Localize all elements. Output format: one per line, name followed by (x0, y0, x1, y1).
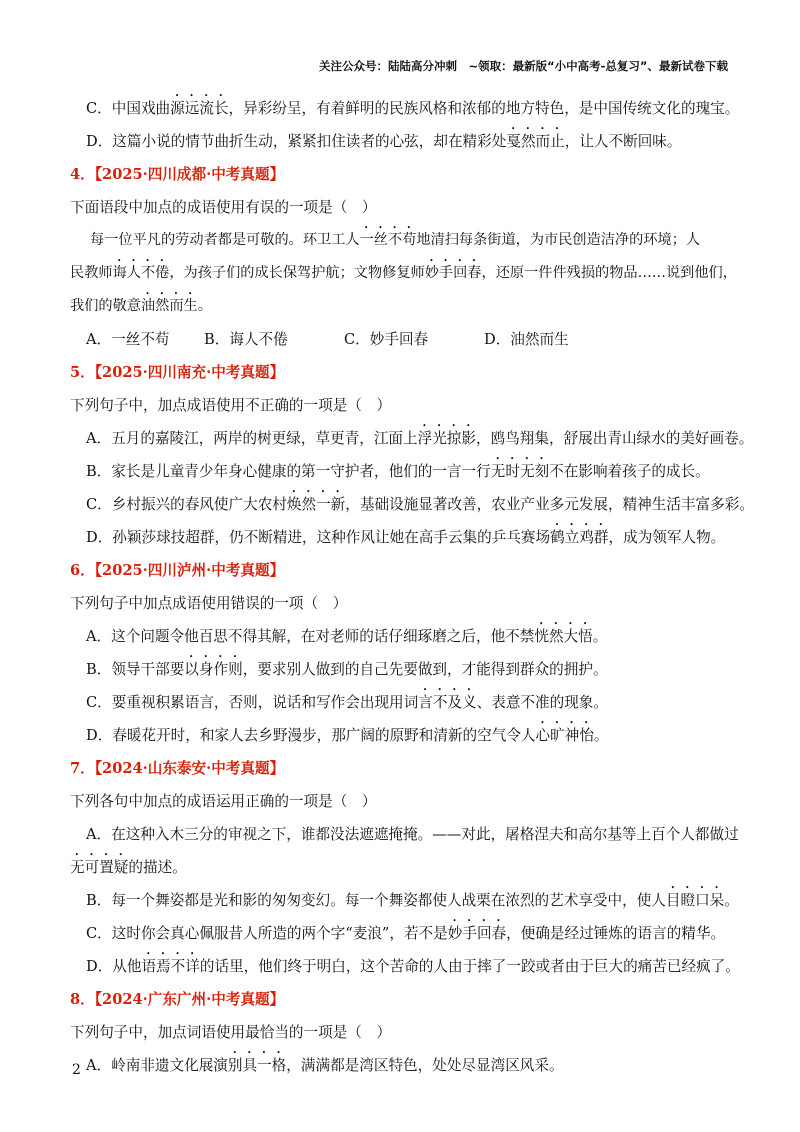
q5-option-c: C．乡村振兴的春风使广大农村焕然一新，基础设施显著改善，农业产业多元发展，精神生活丰富多彩。 (86, 496, 754, 513)
question-7-heading: 7．【2024·山东泰安·中考真题】 (70, 760, 285, 777)
q7-option-b: B．每一个舞姿都是光和影的匆匆变幻。每一个舞姿都使人战栗在浓烈的艺术享受中，使人目瞪口呆。 (86, 892, 739, 909)
question-6-heading: 6．【2025·四川泸州·中考真题】 (70, 562, 285, 579)
q3-option-d: D．这篇小说的情节曲折生动，紧紧扣住读者的心弦，却在精彩处戛然而止，让人不断回味。 (86, 133, 682, 150)
question-5-stem: 下列句子中，加点成语使用不正确的一项是（ ） (70, 397, 392, 414)
q7-option-a-line-2: 无可置疑的描述。 (70, 859, 187, 876)
option-a: A．一丝不苟 (86, 331, 170, 348)
question-4-passage-line-1: 每一位平凡的劳动者都是可敬的。环卫工人一丝不苟地清扫每条街道，为市民创造洁净的环境；人 (90, 232, 701, 248)
question-4-stem: 下面语段中加点的成语使用有误的一项是（ ） (70, 199, 377, 216)
option-d: D．油然而生 (484, 331, 569, 348)
page-number: 2 (72, 1062, 81, 1078)
q3-option-c: C．中国戏曲源远流长，异彩纷呈，有着鲜明的民族风格和浓郁的地方特色，是中国传统文化的瑰宝。 (86, 100, 740, 117)
q6-option-c: C．要重视积累语言，否则，说话和写作会出现用词言不及义、表意不准的现象。 (86, 694, 608, 711)
question-5-heading: 5．【2025·四川南充·中考真题】 (70, 364, 285, 381)
question-8-stem: 下列句子中，加点词语使用最恰当的一项是（ ） (70, 1024, 392, 1041)
question-4-passage-line-2: 民教师诲人不倦，为孩子们的成长保驾护航；文物修复师妙手回春，还原一件件残损的物品……说到他们， (70, 265, 737, 281)
option-c: C．妙手回春 (344, 331, 429, 348)
q5-option-b: B．家长是儿童青少年身心健康的第一守护者，他们的一言一行无时无刻不在影响着孩子的成长。 (86, 463, 710, 480)
option-b: B．诲人不倦 (204, 331, 288, 348)
q7-option-c: C．这时你会真心佩服昔人所造的两个字“麦浪”，若不是妙手回春，便确是经过锤炼的语言的精华。 (86, 925, 726, 942)
q5-option-d: D．孙颖莎球技超群，仍不断精进，这种作风让她在高手云集的乒乓赛场鹤立鸡群，成为领军人物。 (86, 529, 726, 546)
q6-option-d: D．春暖花开时，和家人去乡野漫步，那广阔的原野和清新的空气令人心旷神怡。 (86, 727, 609, 744)
q6-option-b: B．领导干部要以身作则，要求别人做到的自己先要做到，才能得到群众的拥护。 (86, 661, 608, 678)
question-4-heading: 4．【2025·四川成都·中考真题】 (70, 166, 285, 183)
q6-option-a: A．这个问题令他百思不得其解，在对老师的话仔细琢磨之后，他不禁恍然大悟。 (86, 628, 608, 645)
question-4-options (70, 323, 736, 356)
q5-option-a: A．五月的嘉陵江，两岸的树更绿，草更青，江面上浮光掠影，鸥鸟翔集，舒展出青山绿水的美好画卷。 (86, 430, 754, 447)
q7-option-a-line-1: A．在这种入木三分的审视之下，谁都没法遮遮掩掩。——对此，屠格涅夫和高尔基等上百个人都做过 (86, 826, 739, 843)
question-8-heading: 8．【2024·广东广州·中考真题】 (70, 991, 285, 1008)
q8-option-a: A．岭南非遗文化展演别具一格，满满都是湾区特色，处处尽显湾区风采。 (86, 1057, 564, 1074)
question-4-passage-line-3: 我们的敬意油然而生。 (70, 298, 212, 314)
question-7-stem: 下列各句中加点的成语运用正确的一项是（ ） (70, 793, 377, 810)
question-6-stem: 下列句子中加点成语使用错误的一项（ ） (70, 595, 348, 612)
page-header: 关注公众号：陆陆高分冲刺 ~领取：最新版“小中高考-总复习”、最新试卷下载 (318, 59, 728, 73)
q7-option-d: D．从他语焉不详的话里，他们终于明白，这个苦命的人由于摔了一跤或者由于巨大的痛苦已经疯了。 (86, 958, 740, 975)
document-body (70, 92, 754, 1082)
